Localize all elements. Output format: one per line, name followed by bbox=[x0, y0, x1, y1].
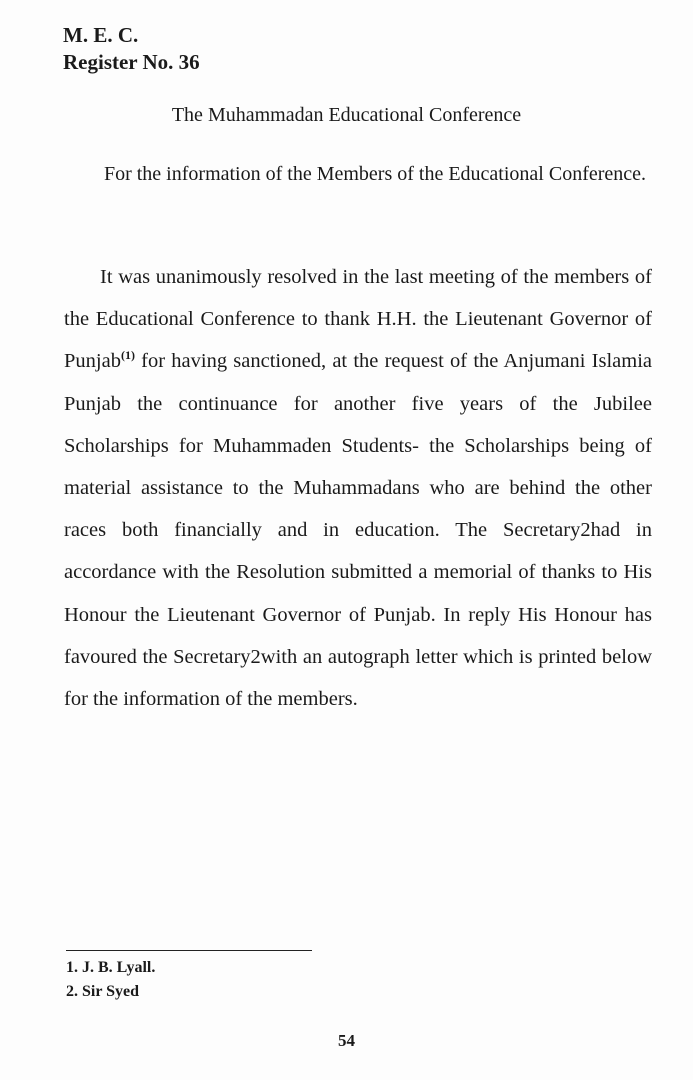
footnote-divider bbox=[66, 950, 312, 951]
body-text-part-2: for having sanctioned, at the request of the Anjumani Islamia Punjab the continuance for another five years of the Jubilee Scholarships for Muhammaden Students- the Scholarships being of material assistance to the Muhammadans who are behind the other races both financially and in education. The Secretary2had in accordance with the Resolution submitted a memorial of thanks to His Honour the Lieutenant Governor of Punjab. In reply His Honour has favoured the Secretary2with an autograph letter which is printed below for the information of the members. bbox=[64, 350, 652, 711]
body-paragraph bbox=[64, 256, 652, 720]
header-line-mec: M. E. C. bbox=[63, 23, 139, 47]
footnote-2: 2. Sir Syed bbox=[66, 983, 140, 1000]
page-number: 54 bbox=[338, 1031, 355, 1050]
footnote-marker-1: (1) bbox=[120, 348, 135, 363]
document-subtitle: For the information of the Members of the Educational Conference. bbox=[103, 163, 647, 185]
header-line-register: Register No. 36 bbox=[63, 50, 200, 74]
document-title: The Muhammadan Educational Conference bbox=[171, 104, 522, 126]
register-header bbox=[63, 22, 200, 76]
body-text-part-1: It was unanimously resolved in the last meeting of the members of the Educational Conference to thank H.H. the Lieutenant Governor of Punjab bbox=[64, 266, 652, 373]
footnote-1: 1. J. B. Lyall. bbox=[66, 959, 156, 976]
footnotes bbox=[66, 956, 155, 1004]
